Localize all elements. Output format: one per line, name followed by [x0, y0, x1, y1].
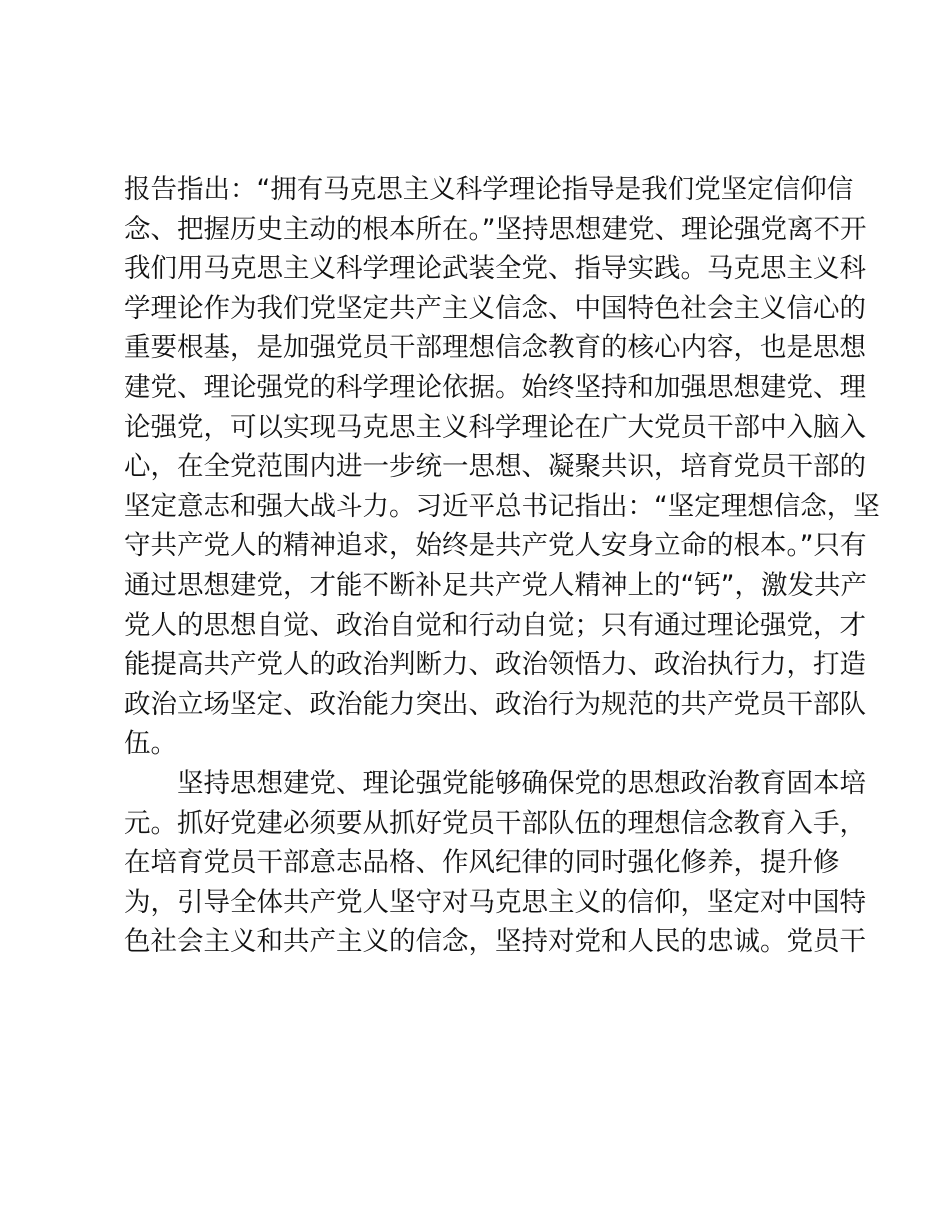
text-line: 坚定意志和强大战斗力。习近平总书记指出：“坚定理想信念，坚: [124, 490, 880, 522]
text-line: 报告指出：“拥有马克思主义科学理论指导是我们党坚定信仰信: [124, 174, 854, 205]
text-line: 心，在全党范围内进一步统一思想、凝聚共识，培育党员干部的: [124, 451, 866, 483]
text-line: 政治立场坚定、政治能力突出、政治行为规范的共产党员干部队: [124, 688, 866, 720]
text-line: 学理论作为我们党坚定共产主义信念、中国特色社会主义信心的: [124, 292, 866, 324]
text-line: 能提高共产党人的政治判断力、政治领悟力、政治执行力，打造: [124, 649, 866, 681]
text-line: 色社会主义和共产主义的信念，坚持对党和人民的忠诚。党员干: [124, 926, 866, 958]
text-line: 通过思想建党，才能不断补足共产党人精神上的“钙”，激发共产: [124, 569, 867, 601]
text-line: 重要根基，是加强党员干部理想信念教育的核心内容，也是思想: [124, 332, 866, 364]
text-line: 论强党，可以实现马克思主义科学理论在广大党员干部中入脑入: [124, 411, 866, 443]
text-line: 党人的思想自觉、政治自觉和行动自觉；只有通过理论强党，才: [124, 609, 866, 641]
text-line: 坚持思想建党、理论强党能够确保党的思想政治教育固本培: [124, 767, 866, 799]
text-line: 元。抓好党建必须要从抓好党员干部队伍的理想信念教育入手，: [124, 807, 866, 839]
text-line: 念、把握历史主动的根本所在。”坚持思想建党、理论强党离不开: [124, 213, 867, 245]
body-text: [124, 170, 880, 962]
text-line: 守共产党人的精神追求，始终是共产党人安身立命的根本。”只有: [124, 530, 867, 562]
text-line: 在培育党员干部意志品格、作风纪律的同时强化修养，提升修: [124, 847, 840, 879]
text-line: 伍。: [124, 728, 177, 760]
text-line: 我们用马克思主义科学理论武装全党、指导实践。马克思主义科: [124, 253, 866, 285]
text-line: 建党、理论强党的科学理论依据。始终坚持和加强思想建党、理: [124, 371, 866, 403]
text-line: 为，引导全体共产党人坚守对马克思主义的信仰，坚定对中国特: [124, 886, 866, 918]
